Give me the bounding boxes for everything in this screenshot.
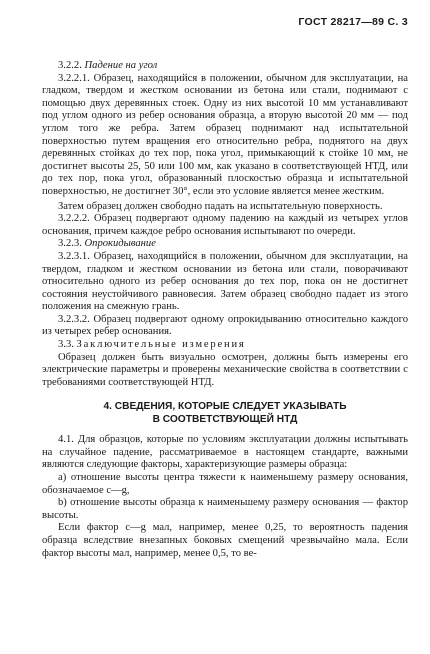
section-number: 3.3. <box>58 339 74 351</box>
paragraph-4-1: 4.1. Для образцов, которые по условиям эксплуатации должны испытывать на случайное падение, рассматриваемое в настоящем стандарте, важными являются следующие факторы, характеризующие размеры образца: <box>42 434 408 471</box>
section-3-2-3-heading <box>42 238 408 251</box>
paragraph-3-2-3-1: 3.2.3.1. Образец, находящийся в положении, обычном для эксплуатации, на твердом, гладком и жестком основании из бетона или стали, поворачивают относительно одного из ребер основания до тех пор, пока он не достигнет состояния неустойчивого равновесия. Затем образец свободно падает из этого положения на смежную грань. <box>42 250 408 313</box>
paragraph-4-1-a: а) отношение высоты центра тяжести к наименьшему размеру основания, обозначаемое с—g, <box>42 472 408 496</box>
section-4-heading-line-2: В СООТВЕТСТВУЮЩЕЙ НТД <box>152 413 298 425</box>
paragraph-3-3: Образец должен быть визуально осмотрен, должны быть измерены его электрические параметры и проверены механические свойства в соответствии с требованиями соответствующей НТД. <box>42 351 408 388</box>
section-number: 3.2.3. <box>58 238 82 250</box>
section-number: 3.2.2. <box>58 60 82 71</box>
paragraph-3-2-3-2: 3.2.3.2. Образец подвергают одному опрокидыванию относительно каждого из четырех ребер основания. <box>42 313 408 338</box>
section-3-2-2-heading <box>42 60 408 73</box>
section-title: Опрокидывание <box>84 238 156 250</box>
paragraph-4-1-b: b) отношение высоты образца к наименьшему размеру основания — фактор высоты. <box>42 497 408 521</box>
paragraph-3-2-2-1: 3.2.2.1. Образец, находящийся в положении, обычном для эксплуатации, на гладком, твердом и жестком основании из бетона или стали, поднимают с помощью двух деревянных стоек. Одну из них высотой 10 мм устанавливают под углом одного из ребер основания образца, а вторую высотой 20 мм — под углом того же ребра. Затем образец поднимают над испытательной поверхностью путем вращения его относительно ребра, поднятого на двух деревянных стойках до тех пор, пока угол, примыкающий к стойке 10 мм, не достигнет высоты 25, 50 или 100 мм, как указано в соответствующей НТД, или до тех пор, пока угол, образованный плоскостью образца и испытательной поверхностью, не достигнет 30°, если это условие является менее жестким. <box>42 72 408 197</box>
paragraph-3-2-2-1-continued: Затем образец должен свободно падать на испытательную поверхность. <box>58 200 383 212</box>
paragraph-3-2-2-2: 3.2.2.2. Образец подвергают одному падению на каждый из четырех углов основания, причем каждое ребро основания испытывают по очереди. <box>42 213 408 237</box>
section-3-3-heading <box>42 339 408 352</box>
page-header: ГОСТ 28217—89 С. 3 <box>298 16 408 28</box>
section-4-heading <box>42 401 408 426</box>
paragraph-4-1-c: Если фактор с—g мал, например, менее 0,25, то вероятность падения образца вследствие внезапных боковых смещений чрезвычайно мала. Если фактор высоты мал, например, менее 0,5, то ве- <box>42 522 408 559</box>
section-title: Заключительные измерения <box>76 339 246 351</box>
section-4-heading-line-1: 4. СВЕДЕНИЯ, КОТОРЫЕ СЛЕДУЕТ УКАЗЫВАТЬ <box>103 401 347 413</box>
document-body <box>42 58 408 560</box>
section-title: Падение на угол <box>84 60 158 71</box>
